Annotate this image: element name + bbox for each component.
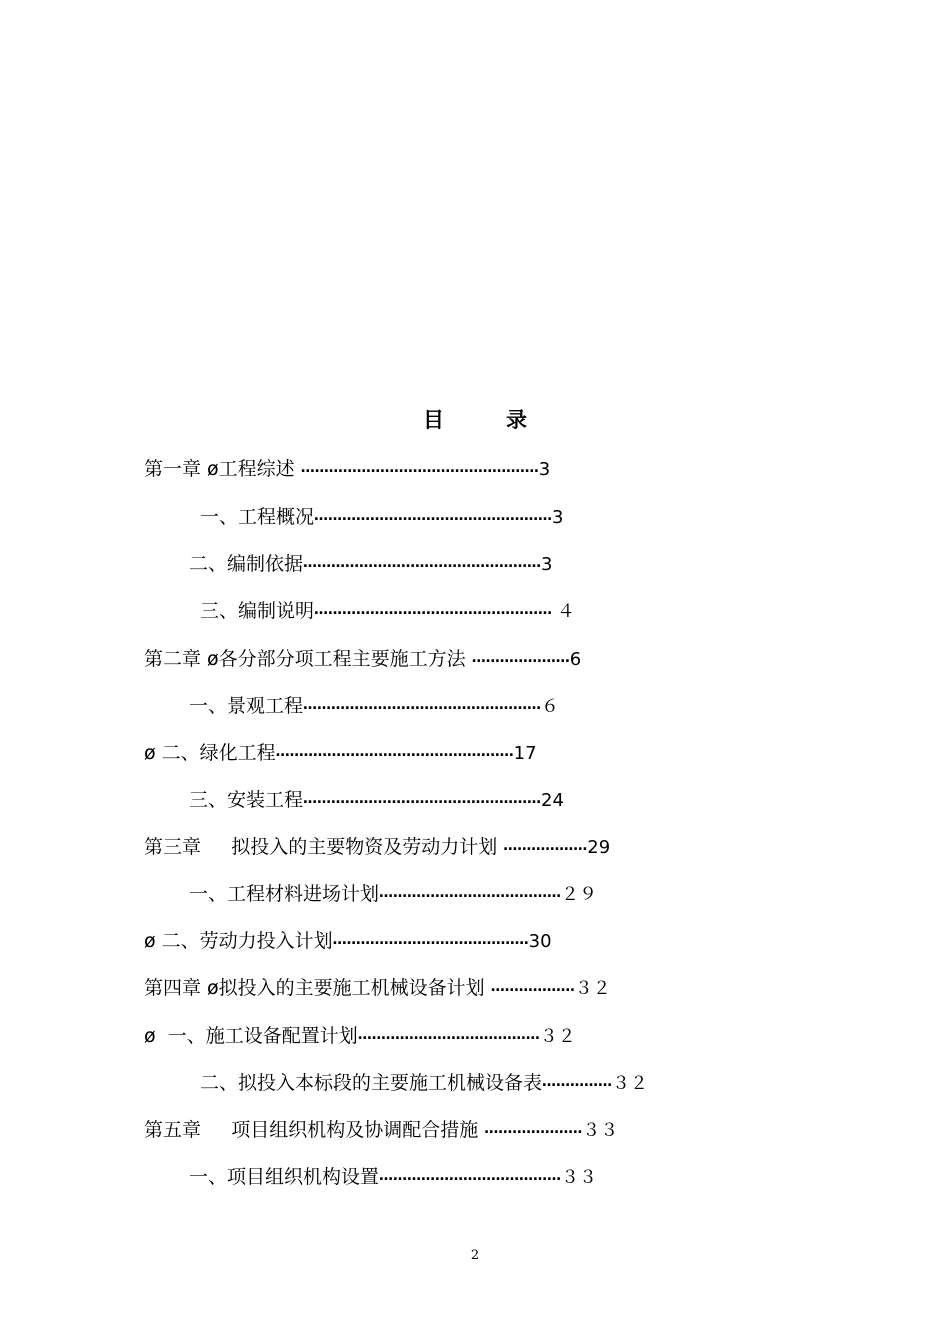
toc-entry: 第一章 ø工程综述 ……………………………………………3 bbox=[144, 458, 551, 480]
toc-entry: 第二章 ø各分部分项工程主要施工方法 …………………6 bbox=[144, 648, 582, 670]
toc-entry: ø 二、劳动力投入计划……………………………………30 bbox=[144, 930, 552, 952]
toc-entry: 三、编制说明…………………………………………… ４ bbox=[200, 600, 575, 622]
toc-entry: 一、工程材料进场计划…………………………………２９ bbox=[189, 883, 598, 905]
toc-entry: 三、安装工程……………………………………………24 bbox=[189, 789, 564, 811]
toc-entry: ø 一、施工设备配置计划…………………………………３２ bbox=[144, 1025, 576, 1047]
toc-entry: 第五章 项目组织机构及协调配合措施 …………………３３ bbox=[144, 1119, 619, 1141]
toc-title bbox=[0, 404, 950, 434]
toc-entry: 一、项目组织机构设置…………………………………３３ bbox=[189, 1166, 598, 1188]
toc-entry: 第四章 ø拟投入的主要施工机械设备计划 ………………３２ bbox=[144, 977, 611, 999]
toc-title-right: 录 bbox=[506, 408, 527, 432]
toc-title-left: 目 bbox=[423, 408, 444, 432]
toc-entry: 第三章 拟投入的主要物资及劳动力计划 ………………29 bbox=[144, 836, 611, 858]
toc-entry: 一、工程概况……………………………………………3 bbox=[200, 506, 564, 528]
toc-entry: 二、编制依据……………………………………………3 bbox=[189, 553, 553, 575]
toc-entry: ø 二、绿化工程……………………………………………17 bbox=[144, 742, 537, 764]
toc-entry: 二、拟投入本标段的主要施工机械设备表……………３２ bbox=[200, 1072, 649, 1094]
toc-entry: 一、景观工程……………………………………………６ bbox=[189, 695, 560, 717]
page-number: 2 bbox=[470, 1248, 480, 1263]
